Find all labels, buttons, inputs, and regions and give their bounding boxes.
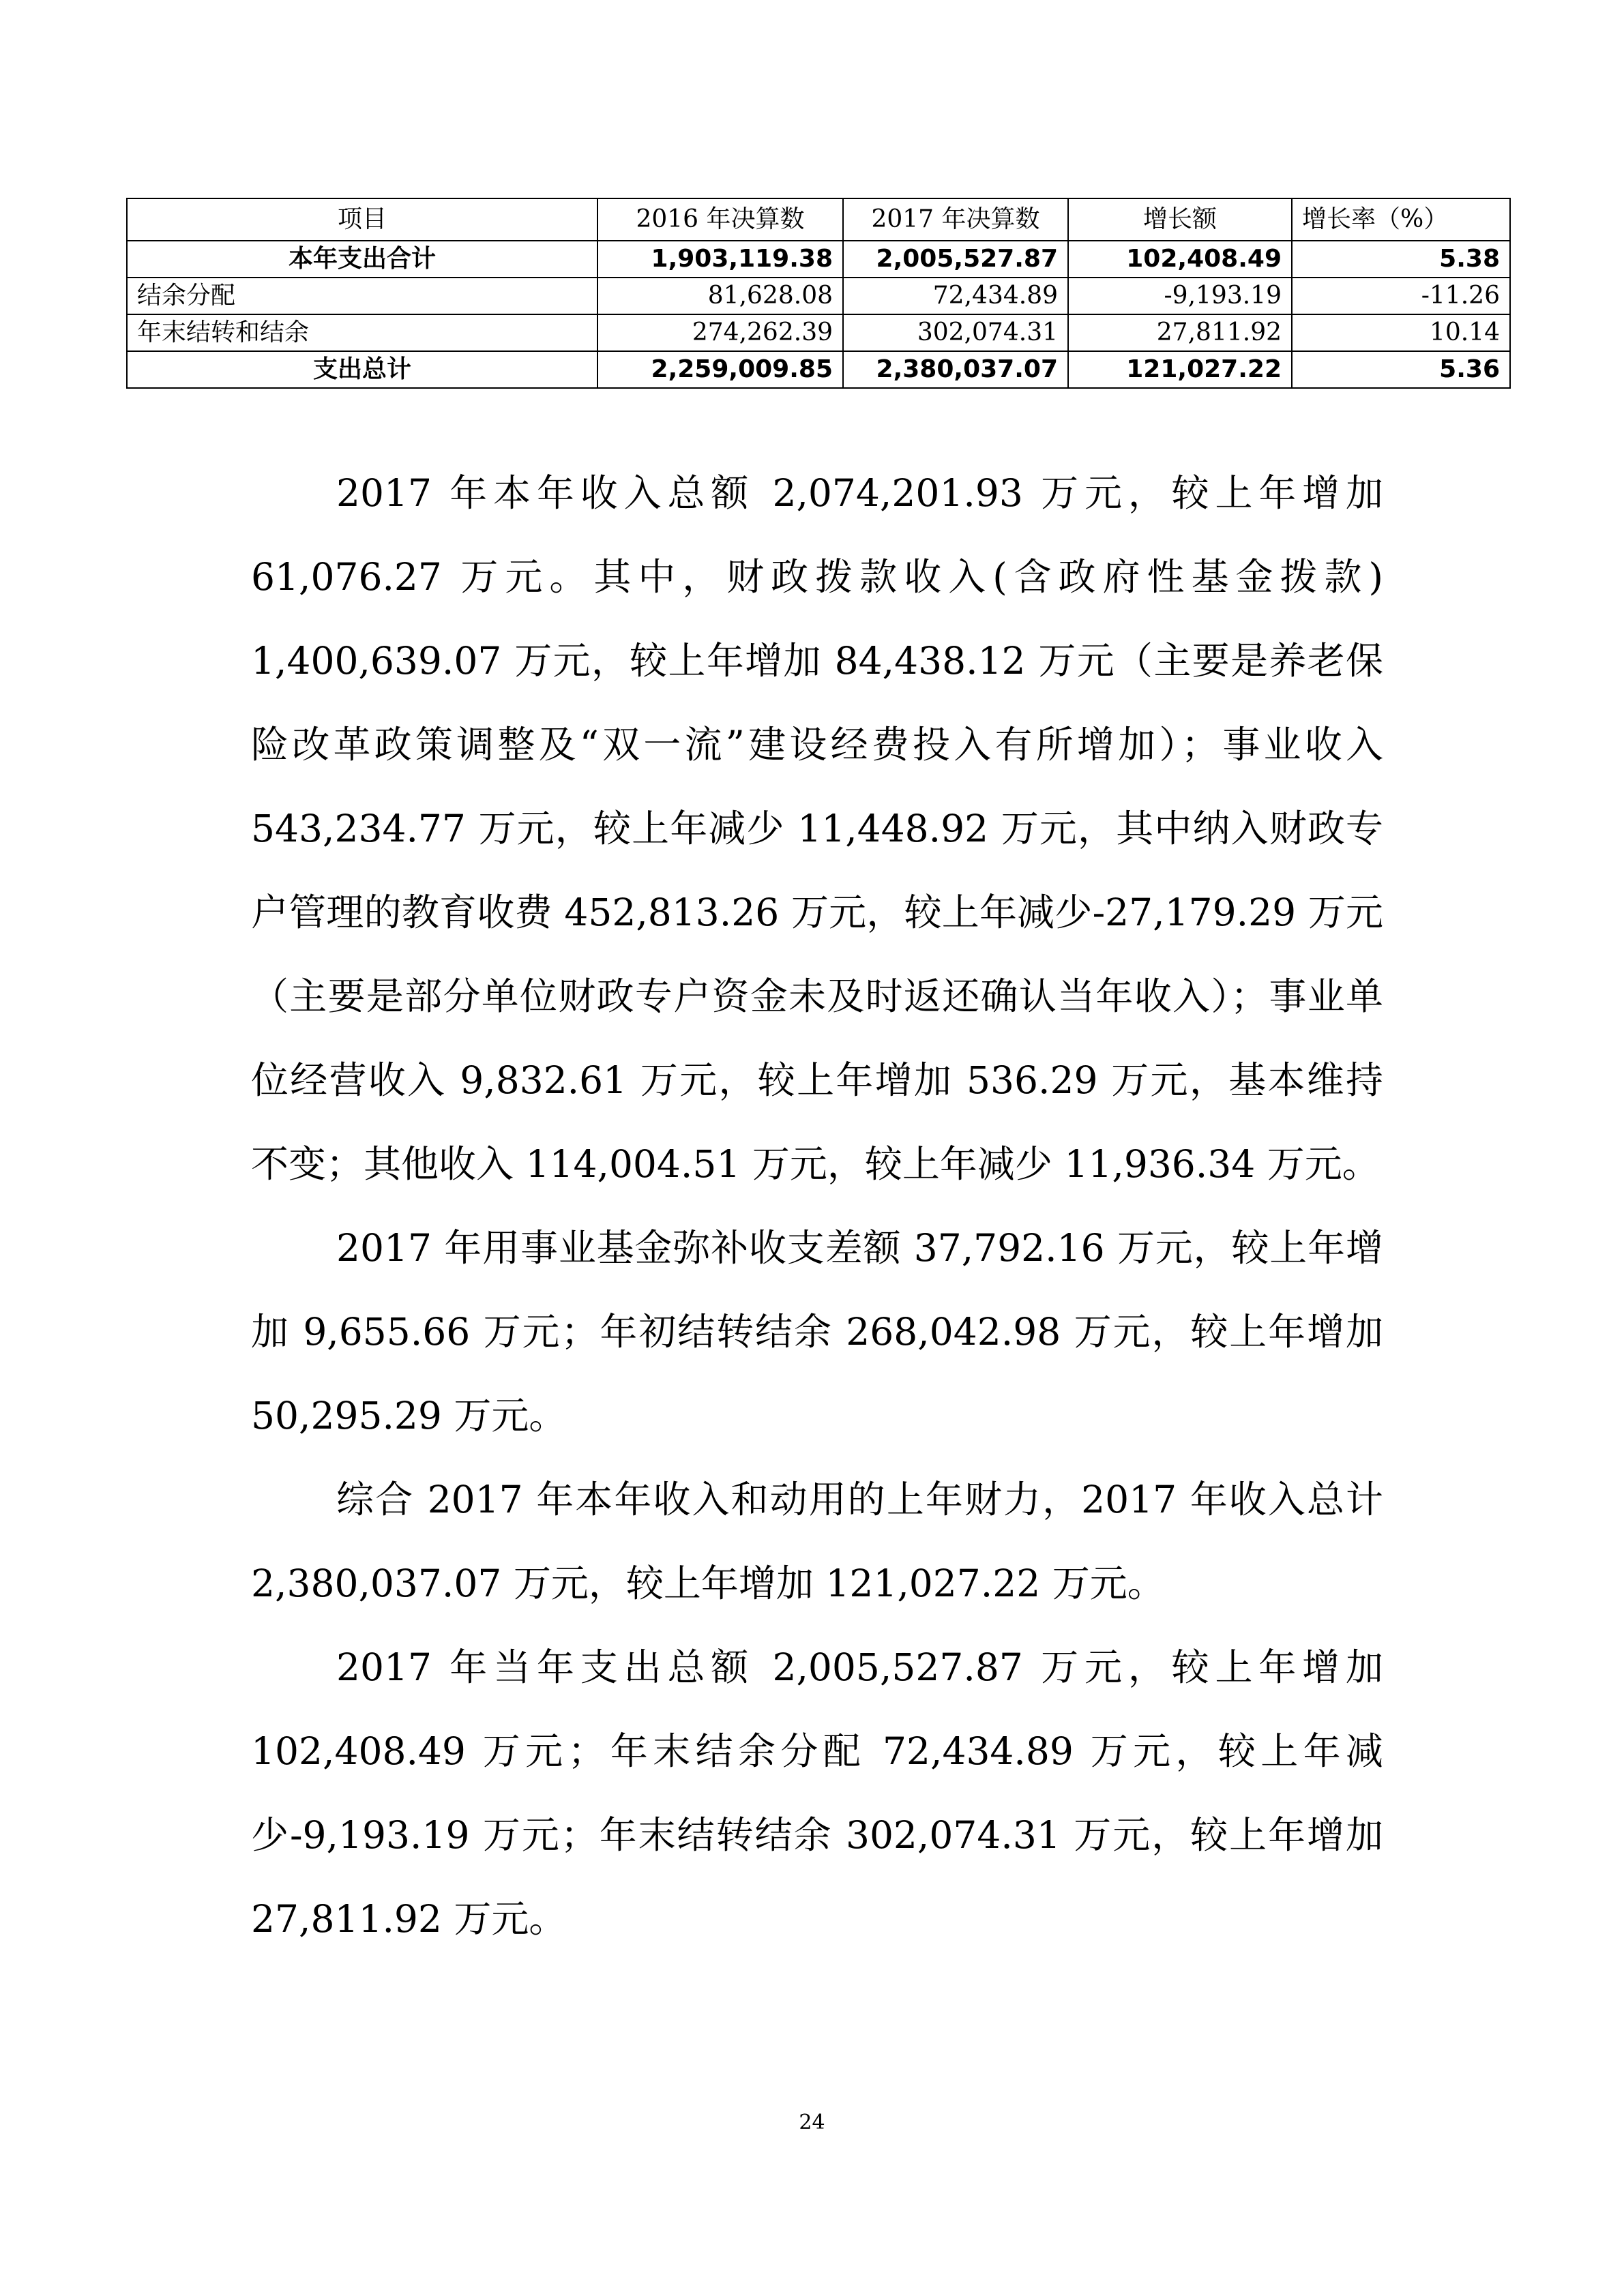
- cell-2017: 2,380,037.07: [843, 351, 1068, 388]
- cell-growth-amount: 27,811.92: [1068, 314, 1292, 351]
- table-row: [127, 241, 1510, 278]
- cell-2016: 2,259,009.85: [597, 351, 843, 388]
- header-2016-final: 2016 年决算数: [597, 198, 843, 241]
- cell-2017: 2,005,527.87: [843, 241, 1068, 278]
- paragraph-expenditure-summary: 2017 年当年支出总额 2,005,527.87 万元，较上年增加 102,408.49 万元；年末结余分配 72,434.89 万元，较上年减少-9,193.19 万元；年末结转结余 302,074.31 万元，较上年增加 27,811.92 万元。: [251, 1645, 1383, 1941]
- row-label: 结余分配: [127, 278, 597, 314]
- cell-growth-amount: 102,408.49: [1068, 241, 1292, 278]
- header-growth-amount: 增长额: [1068, 198, 1292, 241]
- table-row: [127, 351, 1510, 388]
- row-label: 年末结转和结余: [127, 314, 597, 351]
- header-item: 项目: [127, 198, 597, 241]
- cell-2016: 1,903,119.38: [597, 241, 843, 278]
- table-row: [127, 314, 1510, 351]
- page-number: 24: [799, 2111, 825, 2134]
- cell-growth-rate: 5.36: [1292, 351, 1510, 388]
- cell-growth-rate: -11.26: [1292, 278, 1510, 314]
- cell-2016: 81,628.08: [597, 278, 843, 314]
- paragraph-total-income: 综合 2017 年本年收入和动用的上年财力，2017 年收入总计 2,380,037.07 万元，较上年增加 121,027.22 万元。: [251, 1478, 1383, 1605]
- cell-growth-amount: -9,193.19: [1068, 278, 1292, 314]
- cell-growth-rate: 5.38: [1292, 241, 1510, 278]
- row-label: 支出总计: [127, 351, 597, 388]
- cell-growth-rate: 10.14: [1292, 314, 1510, 351]
- table-header-row: [127, 198, 1510, 241]
- cell-2017: 72,434.89: [843, 278, 1068, 314]
- header-2017-final: 2017 年决算数: [843, 198, 1068, 241]
- paragraph-fund-balance: 2017 年用事业基金弥补收支差额 37,792.16 万元，较上年增加 9,655.66 万元；年初结转结余 268,042.98 万元，较上年增加 50,295.29 万元。: [251, 1226, 1383, 1437]
- paragraph-income-summary: 2017 年本年收入总额 2,074,201.93 万元，较上年增加 61,076.27 万元。其中，财政拨款收入(含政府性基金拨款) 1,400,639.07 万元，较上年增加 84,438.12 万元（主要是养老保险改革政策调整及“双一流”建设经费投入有所增加）；事业收入 543,234.77 万元，较上年减少 11,448.92 万元，其中纳入财政专户管理的教育收费 452,813.26 万元，较上年减少-27,179.29 万元（主要是部分单位财政专户资金未及时返还确认当年收入）；事业单位经营收入 9,832.61 万元，较上年增加 536.29 万元，基本维持不变；其他收入 114,004.51 万元，较上年减少 11,936.34 万元。: [251, 471, 1383, 1186]
- cell-2016: 274,262.39: [597, 314, 843, 351]
- body-text: [251, 451, 1383, 1961]
- cell-growth-amount: 121,027.22: [1068, 351, 1292, 388]
- cell-2017: 302,074.31: [843, 314, 1068, 351]
- table-row: [127, 278, 1510, 314]
- expenditure-table: [126, 198, 1511, 389]
- header-growth-rate: 增长率（%）: [1292, 198, 1510, 241]
- row-label: 本年支出合计: [127, 241, 597, 278]
